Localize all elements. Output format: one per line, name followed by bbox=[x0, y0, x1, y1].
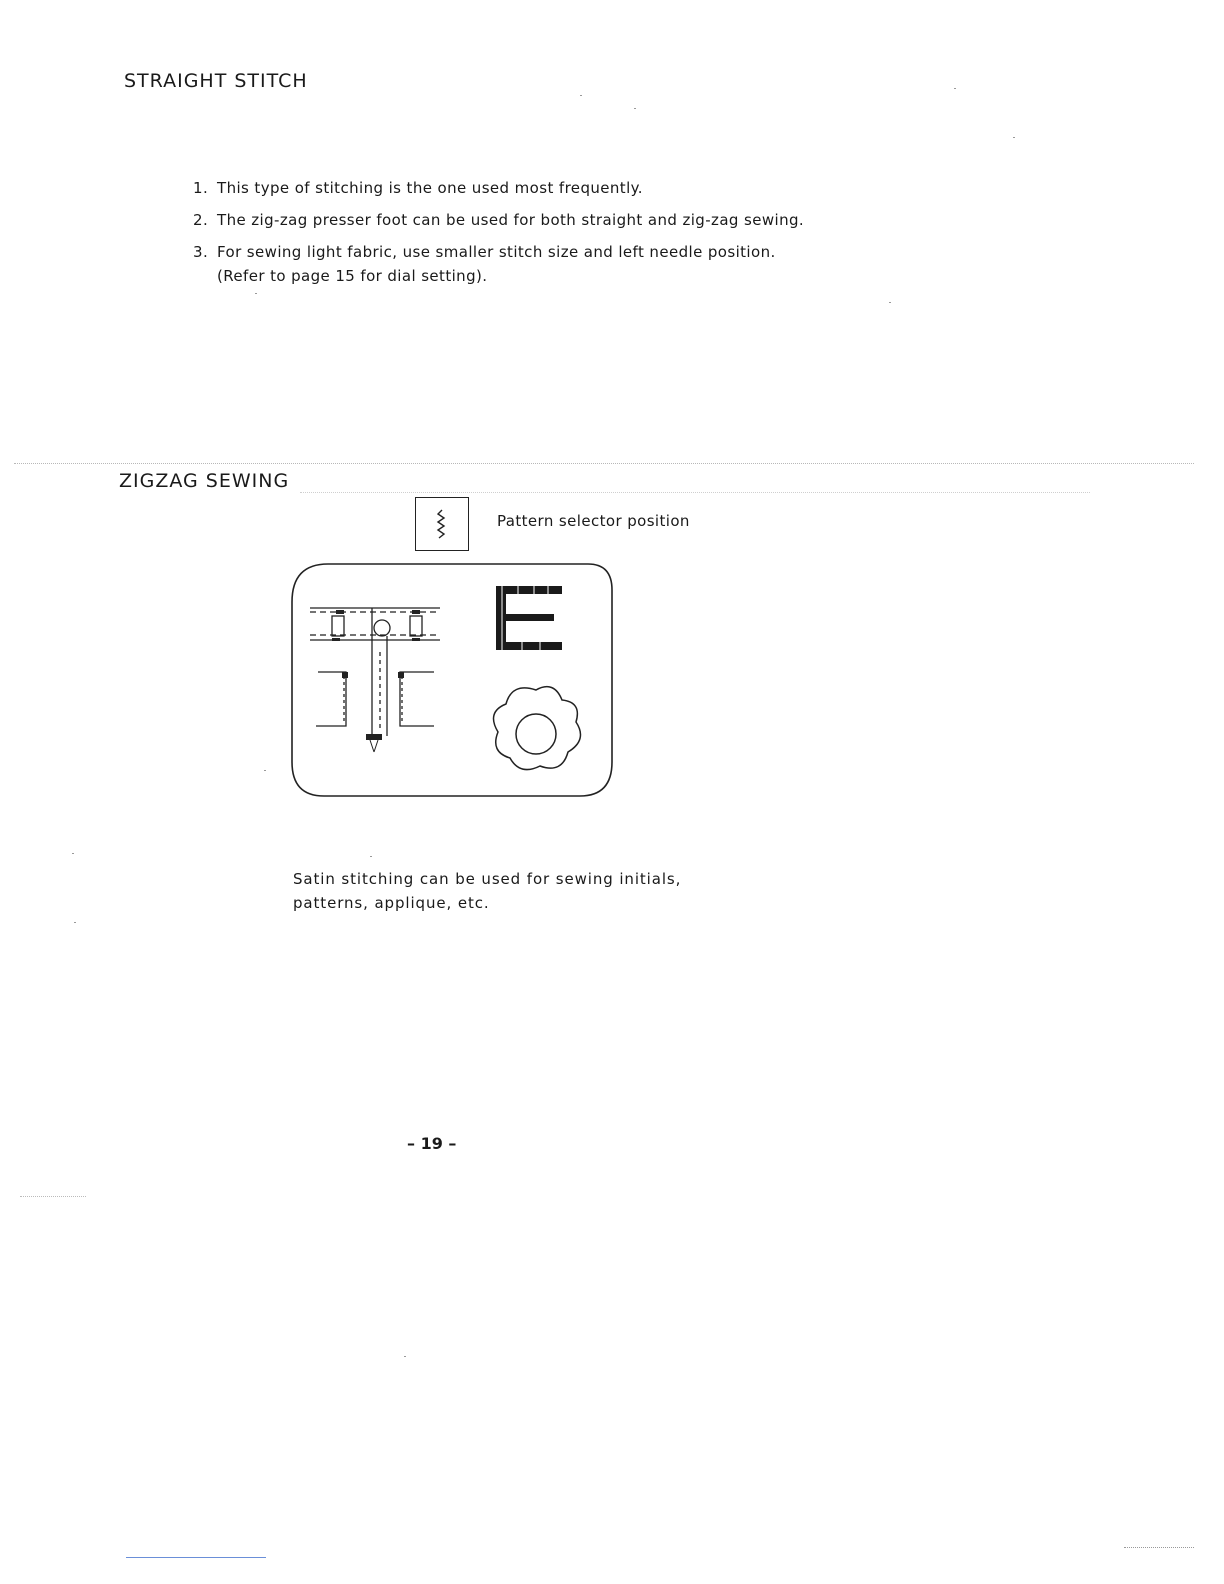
scan-speck bbox=[1013, 137, 1015, 138]
list-item bbox=[193, 211, 804, 229]
scan-speck bbox=[264, 770, 266, 771]
scan-artifact-line bbox=[1124, 1547, 1194, 1548]
list-item bbox=[193, 243, 776, 261]
scan-speck bbox=[255, 293, 257, 294]
page-number: – 19 – bbox=[407, 1134, 457, 1153]
pattern-selector-label: Pattern selector position bbox=[497, 512, 690, 530]
scan-artifact-line bbox=[20, 1196, 86, 1197]
list-item-number: 2. bbox=[193, 211, 209, 229]
list-item-note: (Refer to page 15 for dial setting). bbox=[217, 267, 488, 285]
scan-speck bbox=[370, 856, 372, 857]
section-divider bbox=[14, 463, 1194, 464]
zigzag-sewing-heading: ZIGZAG SEWING bbox=[119, 470, 290, 492]
list-item-number: 3. bbox=[193, 243, 209, 261]
list-item bbox=[193, 179, 643, 197]
scan-speck bbox=[889, 302, 891, 303]
scan-artifact-line bbox=[300, 492, 1090, 493]
list-item-number: 1. bbox=[193, 179, 209, 197]
scan-speck bbox=[72, 853, 74, 854]
scan-speck bbox=[634, 108, 636, 109]
satin-stitch-illustration bbox=[288, 562, 618, 802]
satin-caption-line-2: patterns, applique, etc. bbox=[293, 894, 490, 912]
scan-speck bbox=[404, 1356, 406, 1357]
list-item-text: The zig-zag presser foot can be used for both straight and zig-zag sewing. bbox=[217, 211, 805, 229]
scan-artifact-line bbox=[126, 1557, 266, 1558]
pattern-selector-box bbox=[415, 497, 469, 551]
scan-speck bbox=[954, 88, 956, 89]
presser-foot-diagram bbox=[310, 608, 440, 736]
zigzag-pattern-icon bbox=[416, 498, 468, 550]
straight-stitch-heading: STRAIGHT STITCH bbox=[124, 70, 308, 92]
satin-flower bbox=[494, 687, 581, 770]
list-item-text: For sewing light fabric, use smaller stitch size and left needle position. bbox=[217, 243, 776, 261]
scan-speck bbox=[74, 922, 76, 923]
scan-speck bbox=[580, 95, 582, 96]
list-item-text: This type of stitching is the one used most frequently. bbox=[217, 179, 643, 197]
satin-letter-e bbox=[496, 586, 562, 650]
satin-caption-line-1: Satin stitching can be used for sewing initials, bbox=[293, 870, 682, 888]
